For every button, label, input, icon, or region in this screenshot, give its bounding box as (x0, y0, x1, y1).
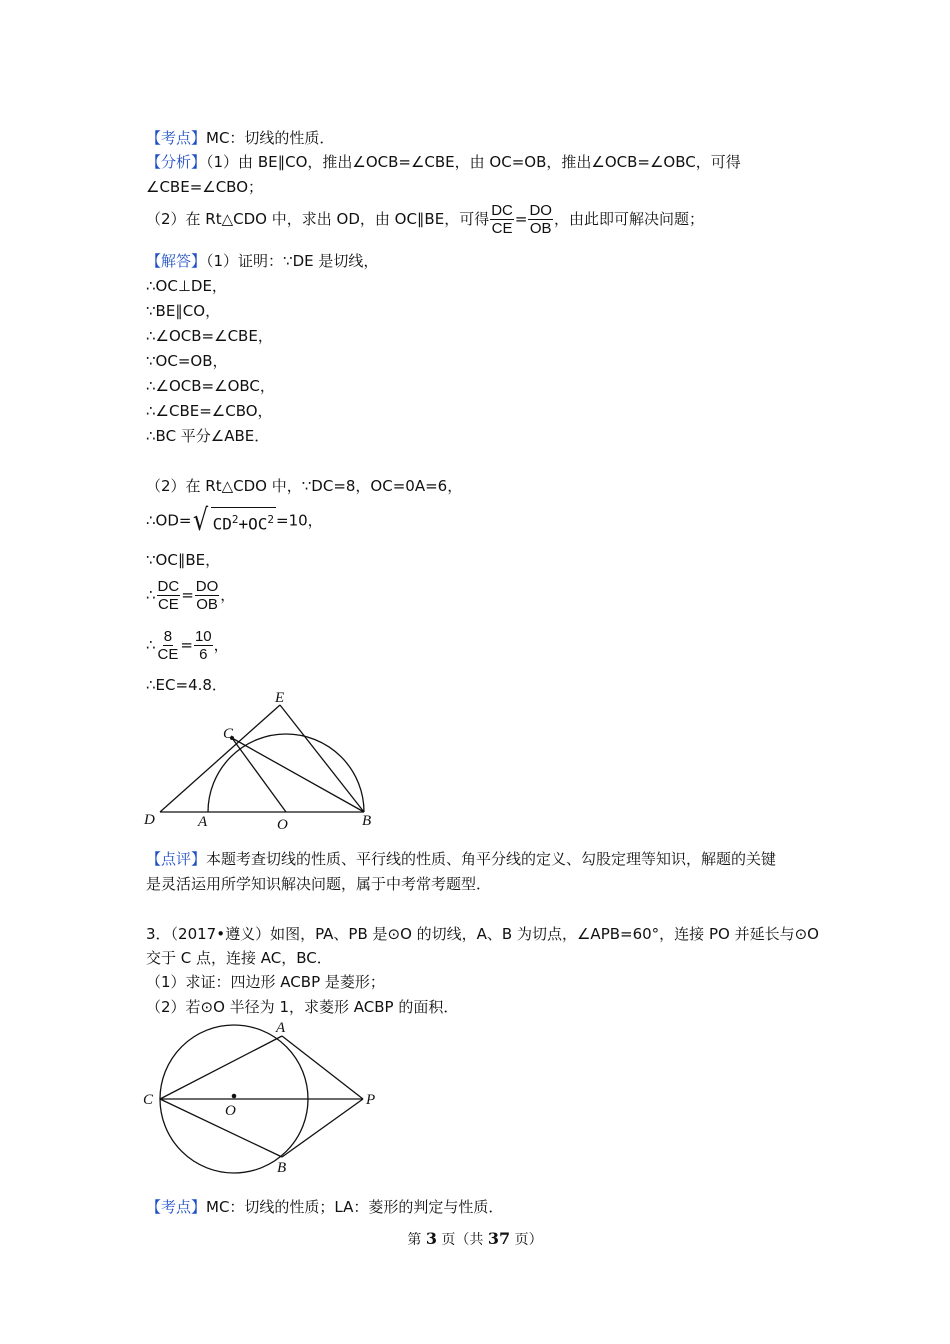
line-eb (280, 705, 364, 812)
numerator: DO (529, 202, 552, 219)
ratio-line-1: ∴ $\frac{DC}{CE}$ = $\frac{DO}{OB}$ ， (146, 578, 236, 613)
numerator: DC (491, 202, 513, 219)
kaodian-line-2 (146, 1197, 503, 1217)
total-pages: 37 (487, 1229, 511, 1248)
radicand: $CD^2+OC^2$ (211, 507, 276, 535)
fraction: $\frac{DO}{OB}$ (195, 578, 219, 613)
kaodian-tag: 【考点】 (146, 1198, 207, 1216)
label-c: C (143, 1092, 154, 1108)
label-a: A (276, 1020, 286, 1036)
line-ap (282, 1036, 363, 1099)
proof-step: ∴∠OCB=∠CBE， (146, 327, 273, 345)
line-bp (282, 1099, 363, 1157)
kaodian-line-1 (146, 128, 334, 148)
label-a: A (198, 814, 208, 830)
label-d: D (144, 812, 155, 828)
label-o: O (277, 817, 288, 833)
line-ca (160, 1036, 282, 1099)
ratio-line-2: ∴ $\frac{8}{CE}$ = $\frac{10}{6}$ ， (146, 628, 229, 663)
dianping-tag: 【点评】 (146, 850, 207, 868)
proof-step: ∵BE∥CO， (146, 302, 221, 320)
od-pre: ∴OD= (146, 511, 192, 530)
figure-rhombus-circle (135, 1015, 385, 1180)
q3-line-1: 3．（2017•遵义）如图，PA、PB 是⊙O 的切线，A、B 为切点，∠APB=60°，连接 PO 并延长与⊙O (146, 925, 819, 943)
label-b: B (362, 813, 372, 829)
od-post: =10， (276, 511, 323, 530)
jieda-line-1 (146, 251, 378, 271)
line-de (160, 705, 280, 812)
label-b: B (277, 1160, 287, 1176)
figure-semicircle-tangent (140, 690, 380, 835)
part2-line: （2）在 Rt△CDO 中，∵DC=8，OC=0A=6， (146, 477, 463, 495)
fenxi-text-3a: （2）在 Rt△CDO 中，求出 OD，由 OC∥BE，可得 (146, 210, 490, 228)
proof-step: ∴BC 平分∠ABE． (146, 427, 270, 445)
q3-line-4: （2）若⊙O 半径为 1，求菱形 ACBP 的面积． (146, 998, 459, 1016)
line-co (232, 738, 286, 812)
label-c: C (223, 726, 234, 742)
sqrt-expression (191, 503, 276, 538)
proof-step: ∵OC=OB， (146, 352, 228, 370)
semicircle (208, 734, 364, 812)
oc-be-line: ∵OC∥BE， (146, 551, 221, 569)
radical-sign: √ (193, 503, 209, 538)
fraction-do-ob (528, 202, 553, 237)
equals-sign: = (514, 210, 528, 228)
jieda-tag: 【解答】 (146, 252, 207, 270)
fenxi-line-3 (146, 202, 704, 237)
ec-line: ∴EC=4.8． (146, 676, 227, 694)
fraction: $\frac{10}{6}$ (194, 628, 212, 663)
fenxi-text-1: （1）由 BE∥CO，推出∠OCB=∠CBE，由 OC=OB，推出∠OCB=∠OBC，可得 (206, 153, 741, 171)
fraction: $\frac{DC}{CE}$ (157, 578, 180, 613)
proof-step: ∴∠OCB=∠OBC， (146, 377, 275, 395)
denominator: OB (529, 220, 552, 237)
label-e: E (275, 690, 285, 706)
page-footer: 第 3 页（共 37 页） (407, 1229, 543, 1248)
kaodian-text: MC：切线的性质；LA：菱形的判定与性质． (206, 1198, 504, 1216)
dianping-text-1: 本题考查切线的性质、平行线的性质、角平分线的定义、勾股定理等知识，解题的关键 (206, 850, 777, 868)
q3-line-3: （1）求证：四边形 ACBP 是菱形； (146, 973, 385, 991)
kaodian-tag: 【考点】 (146, 129, 207, 147)
page-number: 3 (425, 1229, 437, 1248)
center-point-o (232, 1094, 237, 1099)
fenxi-line-1 (146, 152, 741, 172)
fenxi-text-3b: ，由此即可解决问题； (553, 210, 704, 228)
fenxi-line-2: ∠CBE=∠CBO； (146, 178, 264, 196)
line-cb (232, 738, 364, 812)
proof-step: ∴OC⊥DE， (146, 277, 227, 295)
q3-line-2: 交于 C 点，连接 AC，BC． (146, 949, 332, 967)
dianping-line-1 (146, 849, 776, 869)
proof-step: ∴∠CBE=∠CBO， (146, 402, 273, 420)
od-line (146, 503, 323, 538)
label-p: P (366, 1092, 376, 1108)
label-o: O (225, 1103, 236, 1119)
fraction-dc-ce (490, 202, 514, 237)
dianping-line-2: 是灵活运用所学知识解决问题，属于中考常考题型． (146, 875, 492, 893)
fraction: $\frac{8}{CE}$ (157, 628, 179, 663)
denominator: CE (491, 220, 513, 237)
jieda-first: （1）证明：∵DE 是切线， (206, 252, 379, 270)
kaodian-text: MC：切线的性质． (206, 129, 335, 147)
fenxi-tag: 【分析】 (146, 153, 207, 171)
